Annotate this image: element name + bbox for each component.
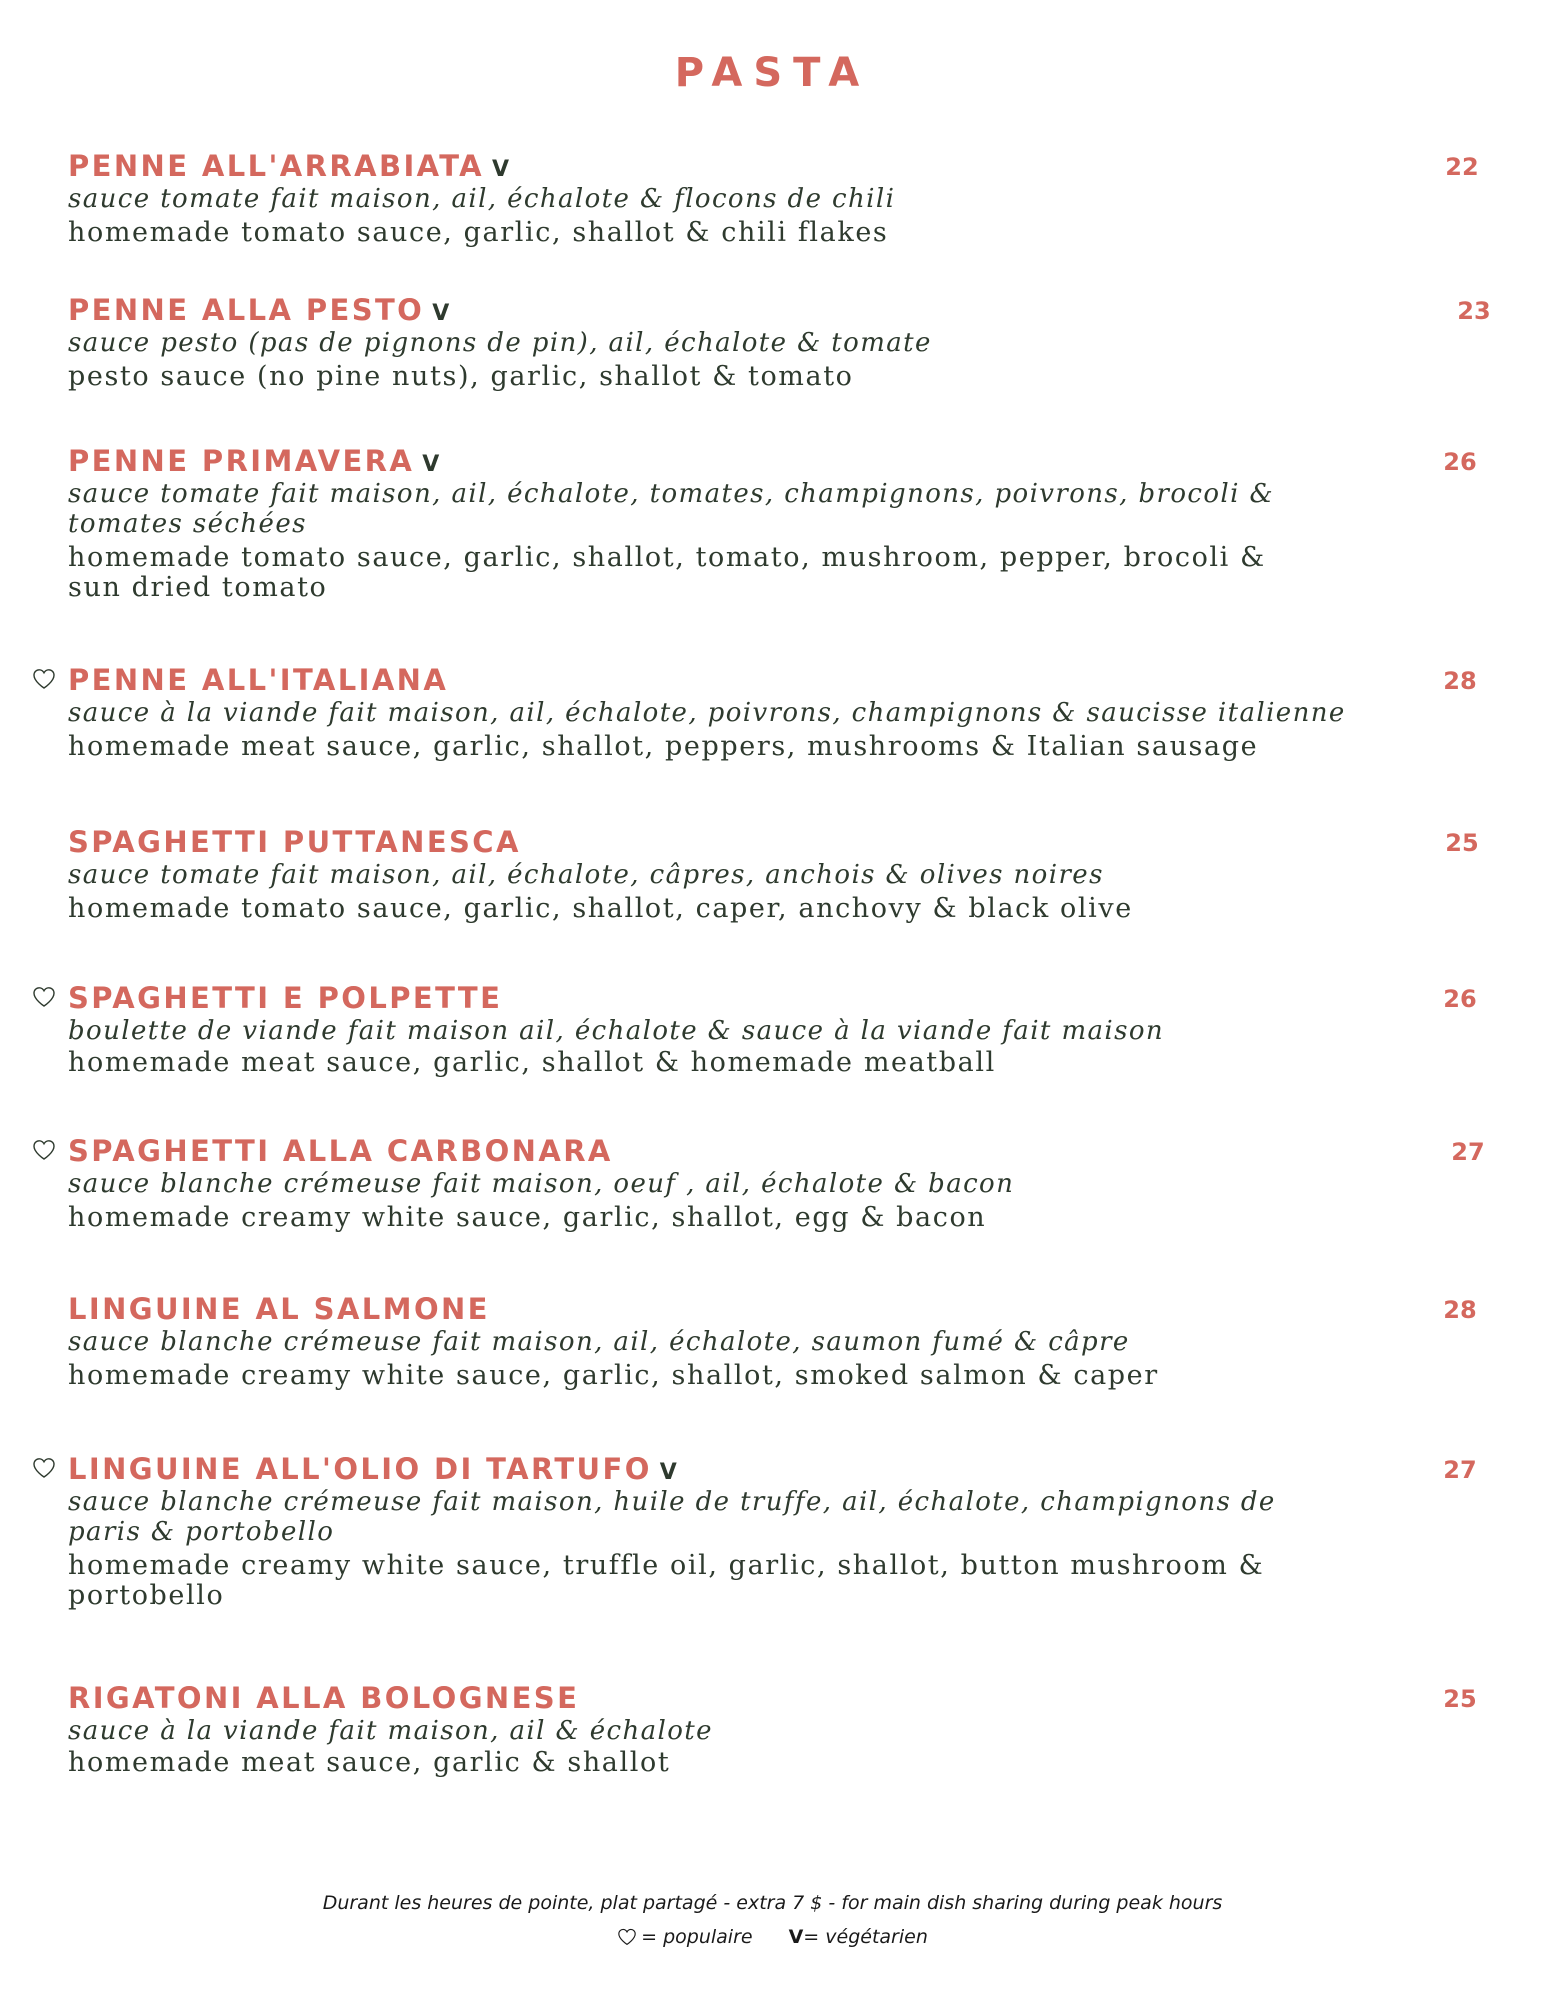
dish-name	[68, 980, 502, 1016]
dish-name-text: PENNE ALL'ARRABIATA	[68, 149, 485, 183]
heart-outline-icon	[32, 1457, 56, 1479]
legend-veg-label: = végétarien	[803, 1926, 928, 1948]
dish-description-fr: sauce pesto (pas de pignons de pin), ail, échalote & tomate	[68, 328, 932, 358]
dish-description-en: homemade creamy white sauce, truffle oil, garlic, shallot, button mushroom & portobello	[68, 1550, 1265, 1611]
dish-description-en: homemade tomato sauce, garlic, shallot, tomato, mushroom, pepper, brocoli & sun dried tomato	[68, 542, 1266, 603]
dish-name-text: RIGATONI ALLA BOLOGNESE	[68, 1681, 580, 1715]
dish-price: 27	[1451, 1138, 1485, 1166]
dish-name	[68, 443, 439, 483]
legend-veg-symbol: V	[788, 1926, 804, 1948]
dish-name-text: PENNE PRIMAVERA	[68, 444, 415, 478]
dish-description-fr: sauce tomate fait maison, ail, échalote, câpres, anchois & olives noires	[68, 860, 1104, 890]
dish-description-fr: sauce blanche crémeuse fait maison, oeuf , ail, échalote & bacon	[68, 1169, 1015, 1199]
vegetarian-badge: V	[432, 301, 450, 326]
vegetarian-badge: V	[422, 452, 440, 477]
dish-price: 25	[1445, 829, 1479, 857]
sharing-note: Durant les heures de pointe, plat partagé - extra 7 $ - for main dish sharing during peak hours	[322, 1892, 1223, 1914]
heart-outline-icon	[617, 1928, 637, 1946]
dish-price: 26	[1443, 985, 1477, 1013]
dish-name-text: LINGUINE ALL'OLIO DI TARTUFO	[68, 1452, 652, 1486]
dish-description-en: homemade tomato sauce, garlic, shallot, caper, anchovy & black olive	[68, 893, 1133, 924]
dish-name-text: LINGUINE AL SALMONE	[68, 1292, 490, 1326]
dish-name	[68, 824, 521, 860]
vegetarian-badge: V	[492, 157, 510, 182]
dish-name	[68, 1291, 490, 1327]
dish-name-text: SPAGHETTI E POLPETTE	[68, 981, 503, 1015]
dish-price: 28	[1443, 667, 1477, 695]
dish-name	[68, 662, 448, 698]
dish-description-en: homemade meat sauce, garlic & shallot	[68, 1747, 671, 1778]
dish-description-en: homemade tomato sauce, garlic, shallot & chili flakes	[68, 217, 889, 248]
dish-price: 28	[1443, 1296, 1477, 1324]
dish-price: 22	[1445, 153, 1479, 181]
dish-description-en: homemade creamy white sauce, garlic, shallot, egg & bacon	[68, 1202, 987, 1233]
dish-description-fr: sauce tomate fait maison, ail, échalote, tomates, champignons, poivrons, brocoli & tomates séchées	[68, 479, 1275, 539]
dish-description-en: homemade meat sauce, garlic, shallot, peppers, mushrooms & Italian sausage	[68, 731, 1259, 762]
dish-description-fr: sauce tomate fait maison, ail, échalote & flocons de chili	[68, 184, 896, 214]
dish-description-fr: sauce à la viande fait maison, ail & échalote	[68, 1716, 713, 1746]
dish-name	[68, 1133, 613, 1169]
heart-outline-icon	[32, 986, 56, 1008]
dish-description-en: pesto sauce (no pine nuts), garlic, shallot & tomato	[68, 361, 854, 392]
dish-name-text: PENNE ALLA PESTO	[68, 293, 425, 327]
dish-description-en: homemade creamy white sauce, garlic, shallot, smoked salmon & caper	[68, 1360, 1159, 1391]
dish-name-text: SPAGHETTI PUTTANESCA	[68, 825, 521, 859]
dish-description-fr: sauce à la viande fait maison, ail, échalote, poivrons, champignons & saucisse italienne	[68, 698, 1346, 728]
dish-name	[68, 1680, 579, 1716]
dish-name-text: SPAGHETTI ALLA CARBONARA	[68, 1134, 613, 1168]
dish-name	[68, 292, 449, 332]
vegetarian-badge: V	[659, 1460, 677, 1485]
dish-description-en: homemade meat sauce, garlic, shallot & homemade meatball	[68, 1047, 996, 1078]
dish-price: 25	[1443, 1685, 1477, 1713]
dish-description-fr: boulette de viande fait maison ail, échalote & sauce à la viande fait maison	[68, 1016, 1165, 1046]
dish-name	[68, 148, 509, 188]
legend-popular-label: = populaire	[641, 1926, 753, 1948]
heart-outline-icon	[32, 668, 56, 690]
dish-price: 27	[1443, 1456, 1477, 1484]
dish-description-fr: sauce blanche crémeuse fait maison, ail, échalote, saumon fumé & câpre	[68, 1327, 1130, 1357]
legend	[0, 1926, 1545, 1948]
dish-price: 23	[1457, 297, 1491, 325]
dish-price: 26	[1443, 448, 1477, 476]
dish-description-fr: sauce blanche crémeuse fait maison, huile de truffe, ail, échalote, champignons de paris & portobello	[68, 1487, 1276, 1547]
heart-outline-icon	[32, 1139, 56, 1161]
page-title: PASTA	[674, 50, 871, 96]
dish-name	[68, 1451, 677, 1491]
dish-name-text: PENNE ALL'ITALIANA	[68, 663, 449, 697]
